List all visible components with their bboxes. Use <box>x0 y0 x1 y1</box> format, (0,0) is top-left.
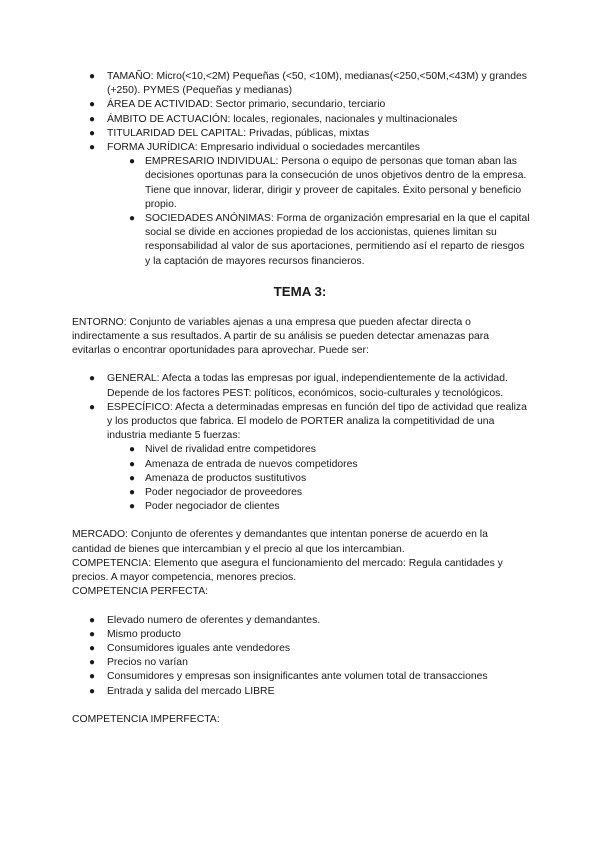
sublist-item <box>0 458 600 472</box>
list-item <box>0 670 600 684</box>
list-item-text: Mismo producto <box>107 628 181 640</box>
bullet: ● <box>129 156 136 168</box>
bullet: ● <box>89 628 96 640</box>
list-item <box>0 113 600 127</box>
forma-juridica-sublist <box>0 155 600 269</box>
list-item-text: Entrada y salida del mercado LIBRE <box>107 685 275 697</box>
sublist-item-text: EMPRESARIO INDIVIDUAL: Persona o equipo de personas que toman aban las decisiones oportunas para la consecución de unos objetivos dentro de la empresa. Tiene que innovar, liderar, dirigir y proveer de capitales. Éxito personal y beneficio propio. <box>145 156 527 210</box>
list-item-text: TAMAÑO: Micro(<10,<2M) Pequeñas (<50, <10M), medianas(<250,<50M,<43M) y grandes (+250). PYMES (Pequeñas y medianas) <box>107 71 527 97</box>
list-item-text: FORMA JURÍDICA: Empresario individual o sociedades mercantiles <box>107 142 420 154</box>
perfecta-list <box>0 614 600 699</box>
list-item <box>0 685 600 699</box>
sublist-item <box>0 486 600 500</box>
list-item-text: Consumidores y empresas son insignificantes ante volumen total de transacciones <box>107 671 488 683</box>
sublist-item <box>0 472 600 486</box>
list-item <box>0 614 600 628</box>
bullet: ● <box>89 127 96 139</box>
competencia-imperfecta-title: COMPETENCIA IMPERFECTA: <box>72 713 220 725</box>
list-item <box>0 98 600 112</box>
list-item <box>0 70 600 98</box>
sublist-item-text: Poder negociador de clientes <box>145 501 280 513</box>
bullet: ● <box>89 671 96 683</box>
intro-list <box>0 70 600 155</box>
list-item <box>0 141 600 155</box>
porter-forces-list <box>0 443 600 514</box>
list-item-text: GENERAL: Afecta a todas las empresas por igual, independientemente de la actividad. Depende de los factores PEST: políticos, económicos, socio-culturales y tecnológicos. <box>107 373 508 399</box>
sublist-item-text: Amenaza de entrada de nuevos competidores <box>145 458 358 470</box>
bullet: ● <box>89 642 96 654</box>
list-item <box>0 656 600 670</box>
bullet: ● <box>129 501 136 513</box>
list-item-text: ÁMBITO DE ACTUACIÓN: locales, regionales, nacionales y multinacionales <box>107 113 458 125</box>
list-item-text: Elevado numero de oferentes y demandantes. <box>107 614 321 626</box>
bullet: ● <box>89 71 96 82</box>
competencia-paragraph: COMPETENCIA: Elemento que asegura el funcionamiento del mercado: Regula cantidades y precios. A mayor competencia, menores precios. <box>72 557 503 584</box>
bullet: ● <box>89 657 96 669</box>
list-item <box>0 642 600 656</box>
bullet: ● <box>89 373 96 385</box>
list-item <box>0 628 600 642</box>
bullet: ● <box>129 458 136 470</box>
sublist-item-text: Nivel de rivalidad entre competidores <box>145 444 316 456</box>
sublist-item <box>0 443 600 457</box>
bullet: ● <box>129 444 136 456</box>
bullet: ● <box>129 472 136 484</box>
list-item-text: TITULARIDAD DEL CAPITAL: Privadas, públicas, mixtas <box>107 127 370 139</box>
bullet: ● <box>89 685 96 697</box>
sublist-item <box>0 155 600 212</box>
list-item <box>0 127 600 141</box>
sublist-item-text: Amenaza de productos sustitutivos <box>145 472 307 484</box>
list-item <box>0 401 600 444</box>
bullet: ● <box>129 213 136 225</box>
bullet: ● <box>129 487 136 499</box>
sublist-item <box>0 500 600 514</box>
competencia-perfecta-title: COMPETENCIA PERFECTA: <box>72 586 209 598</box>
list-item-text: Consumidores iguales ante vendedores <box>107 642 291 654</box>
mercado-paragraph: MERCADO: Conjunto de oferentes y demandantes que intentan ponerse de acuerdo en la cantidad de bienes que intercambian y el precio al que los intercambian. <box>72 529 488 555</box>
bullet: ● <box>89 113 96 125</box>
section-heading: TEMA 3: <box>273 283 327 299</box>
list-item-text: ÁREA DE ACTIVIDAD: Sector primario, secundario, terciario <box>107 99 386 111</box>
entorno-paragraph: ENTORNO: Conjunto de variables ajenas a una empresa que pueden afectar directa o indirectamente a sus resultados. A partir de su análisis se pueden detectar amenazas para evitarlas o encontrar oportunidades para aprovechar. Puede ser: <box>72 316 490 357</box>
sublist-item-text: SOCIEDADES ANÓNIMAS: Forma de organización empresarial en la que el capital social se divide en acciones propiedad de los accionistas, quienes limitan su responsabilidad al valor de sus aportaciones, permitiendo así el reparto de riesgos y la captación de mayores recursos financieros. <box>145 213 530 267</box>
list-item <box>0 372 600 400</box>
sublist-item-text: Poder negociador de proveedores <box>145 487 303 499</box>
bullet: ● <box>89 99 96 111</box>
list-item-text: ESPECÍFICO: Afecta a determinadas empresas en función del tipo de actividad que realiza y los productos que fabrica. El modelo de PORTER analiza la competitividad de una industria mediante 5 fuerzas: <box>107 401 527 442</box>
sublist-item <box>0 212 600 269</box>
bullet: ● <box>89 142 96 154</box>
entorno-list <box>0 372 600 443</box>
bullet: ● <box>89 401 96 413</box>
bullet: ● <box>89 614 96 626</box>
list-item-text: Precios no varían <box>107 657 188 669</box>
